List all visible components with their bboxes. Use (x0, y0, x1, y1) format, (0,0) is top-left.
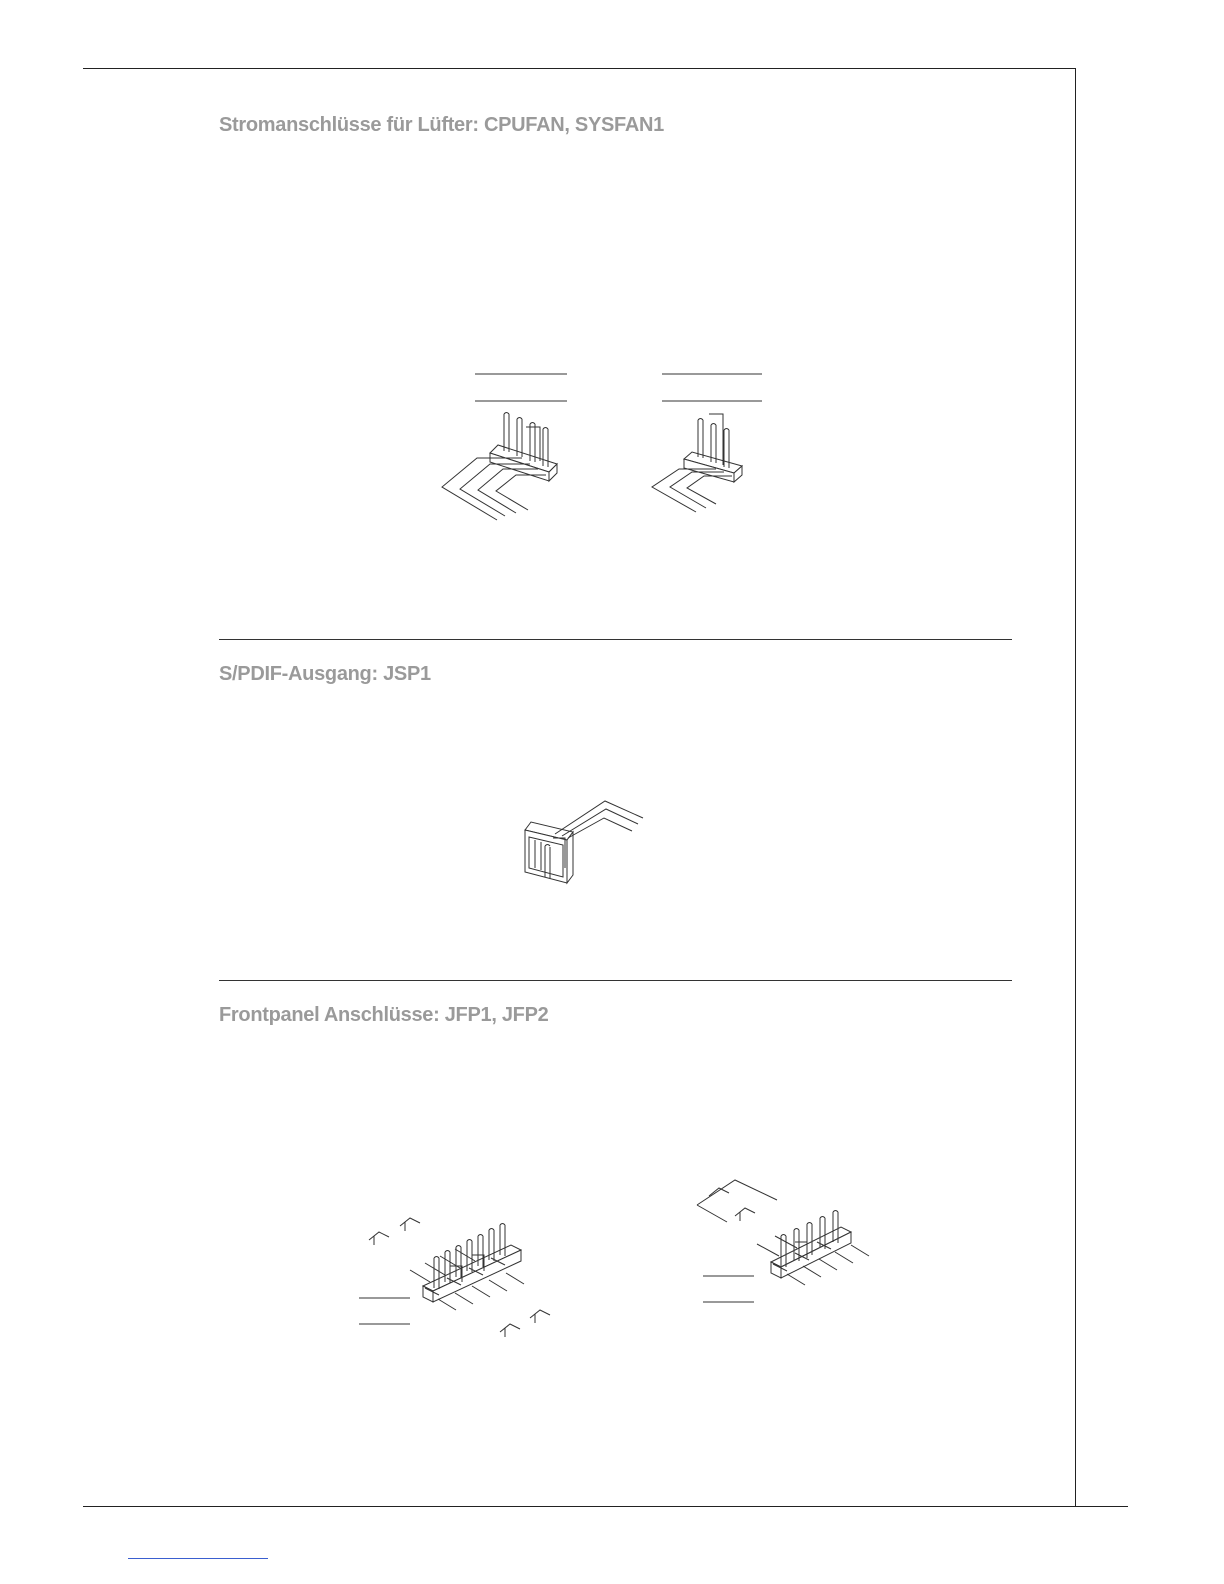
page-frame-top (83, 68, 1076, 69)
jfp1-front-panel-connector-diagram (355, 1210, 570, 1340)
jfp2-front-panel-connector-diagram (695, 1180, 870, 1310)
section-title-fan-connectors: Stromanschlüsse für Lüfter: CPUFAN, SYSFAN1 (219, 114, 664, 136)
section-title-spdif-output: S/PDIF-Ausgang: JSP1 (219, 663, 431, 685)
sysfan1-connector-diagram (640, 365, 770, 525)
page-frame-bottom (83, 1506, 1128, 1507)
section-title-front-panel-connectors: Frontpanel Anschlüsse: JFP1, JFP2 (219, 1004, 549, 1026)
section-divider (219, 639, 1012, 640)
cpufan-connector-diagram (430, 365, 580, 525)
footer-link-underline[interactable] (128, 1558, 268, 1559)
jsp1-spdif-connector-diagram (515, 790, 645, 890)
page-frame-right (1075, 68, 1076, 1506)
section-divider (219, 980, 1012, 981)
